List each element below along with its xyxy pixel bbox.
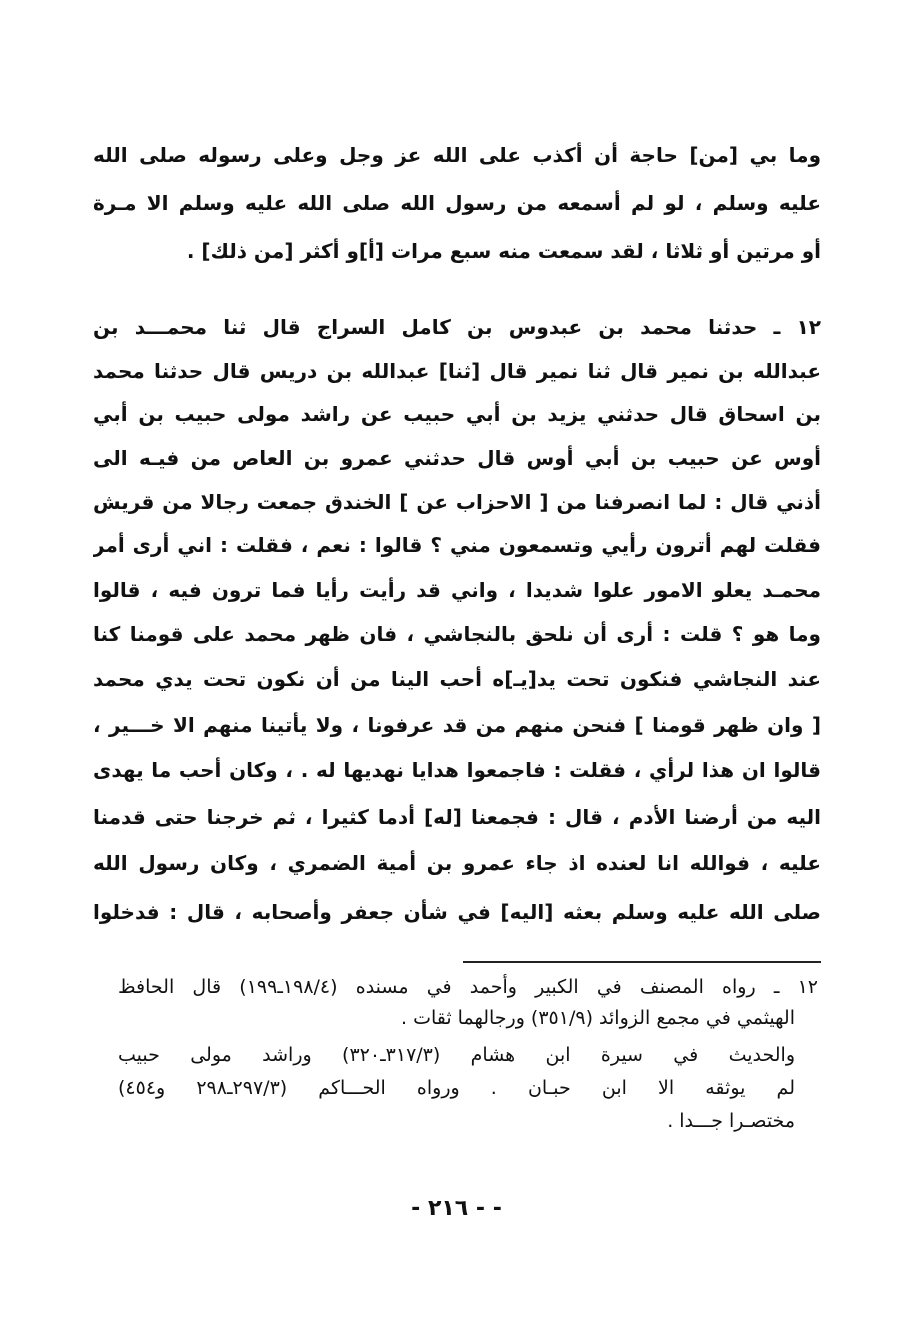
text-line: عليه ، فوالله انا لعنده اذ جاء عمرو بن أمية الضمري ، وكان رسول الله (93, 851, 821, 875)
footnote-separator (463, 961, 821, 963)
text-line: وما بي [من] حاجة أن أكذب على الله عز وجل وعلى رسوله صلى الله (93, 143, 821, 167)
text-line: أو مرتين أو ثلاثا ، لقد سمعت منه سبع مرات [أ]و أكثر [من ذلك] . (186, 239, 821, 263)
text-line: عليه وسلم ، لو لم أسمعه من رسول الله صلى الله عليه وسلم الا مـرة (93, 191, 821, 215)
text-line: ١٢ ـ حدثنا محمد بن عبدوس بن كامل السراج قال ثنا محمـــد بن (93, 315, 821, 339)
page-number: - - ٢١٦ - (411, 1196, 502, 1221)
text-line: بن اسحاق قال حدثني يزيد بن أبي حبيب عن راشد مولى حبيب بن أبي (93, 402, 821, 426)
text-line: أذني قال : لما انصرفنا من [ الاحزاب عن ] الخندق جمعت رجالا من قريش (93, 490, 821, 514)
text-line: محمـد يعلو الامور علوا شديدا ، واني قد رأيت رأيا فما ترون فيه ، قالوا (93, 578, 821, 602)
text-line: [ وان ظهر قومنا ] فنحن منهم من قد عرفونا ، ولا يأتينا منهم الا خـــير ، (93, 713, 821, 737)
text-line: عند النجاشي فنكون تحت يد[يـ]ه أحب الينا من أن نكون تحت يدي محمد (93, 667, 821, 691)
footnote-line: الهيثمي في مجمع الزوائد (٣٥١/٩) ورجالهما ثقات . (400, 1007, 795, 1029)
text-line: فقلت لهم أترون رأيي وتسمعون مني ؟ قالوا : نعم ، فقلت : اني أرى أمر (93, 533, 821, 557)
text-line: عبدالله بن نمير قال ثنا نمير قال [ثنا] عبدالله بن دريس قال حدثنا محمد (93, 359, 821, 383)
footnote-line: ١٢ ـ رواه المصنف في الكبير وأحمد في مسنده (١٩٨/٤ـ١٩٩) قال الحافظ (118, 976, 818, 998)
footnote-line: لم يوثقه الا ابن حبـان . ورواه الحـــاكم (٢٩٧/٣ـ٢٩٨ و٤٥٤) (118, 1077, 795, 1099)
text-line: صلى الله عليه وسلم بعثه [اليه] في شأن جعفر وأصحابه ، قال : فدخلوا (93, 900, 821, 924)
text-line: اليه من أرضنا الأدم ، قال : فجمعنا [له] أدما كثيرا ، ثم خرجنا حتى قدمنا (93, 805, 821, 829)
footnote-line: مختصـرا جـــدا . (667, 1110, 795, 1132)
text-line: وما هو ؟ قلت : أرى أن نلحق بالنجاشي ، فان ظهر محمد على قومنا كنا (93, 622, 821, 646)
text-line: أوس عن حبيب بن أبي أوس قال حدثني عمرو بن العاص من فيـه الى (93, 446, 821, 470)
footnote-line: والحديث في سيرة ابن هشام (٣١٧/٣ـ٣٢٠) وراشد مولى حبيب (118, 1044, 795, 1066)
text-line: قالوا ان هذا لرأي ، فقلت : فاجمعوا هدايا نهديها له . ، وكان أحب ما يهدى (93, 758, 821, 782)
